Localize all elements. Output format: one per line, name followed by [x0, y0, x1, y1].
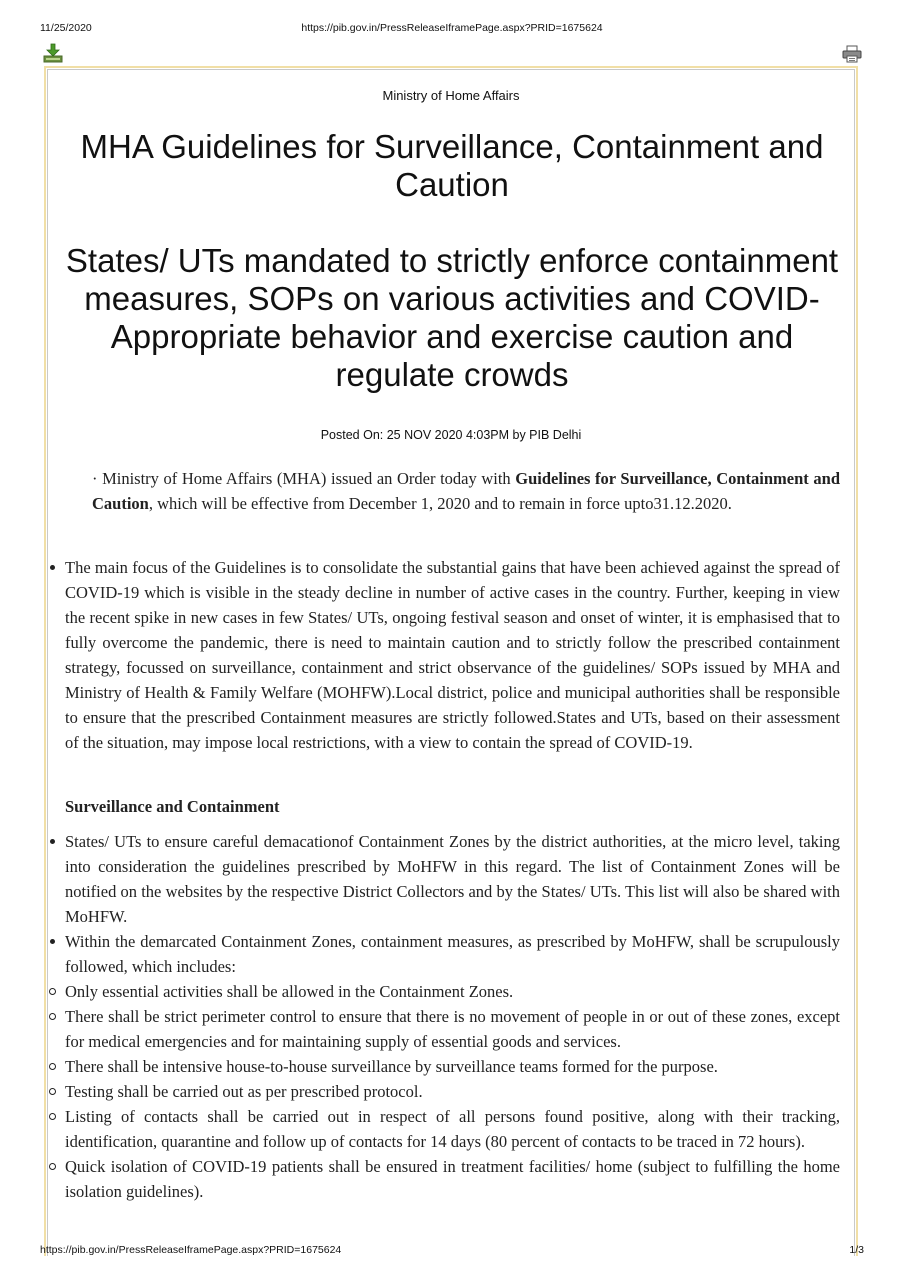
surveillance-list [65, 829, 840, 1204]
lead-bold: Guidelines for Surveillance, Containment and Caution [92, 469, 840, 513]
list-item [65, 829, 840, 929]
lead-prefix: · Ministry of Home Affairs (MHA) issued an Order today with [92, 469, 516, 488]
circle-bullet-icon [49, 1113, 56, 1120]
download-icon[interactable] [43, 43, 63, 63]
list-item [65, 1004, 840, 1054]
page-title: MHA Guidelines for Surveillance, Containment and Caution [80, 128, 824, 203]
list-item-text: Quick isolation of COVID-19 patients shall be ensured in treatment facilities/ home (subject to fulfilling the home isolation guidelines). [65, 1157, 840, 1201]
circle-bullet-icon [49, 988, 56, 995]
section-heading: Surveillance and Containment [65, 797, 280, 816]
list-item-text: Only essential activities shall be allowed in the Containment Zones. [65, 982, 514, 1001]
list-item [65, 929, 840, 979]
print-url: https://pib.gov.in/PressReleaseIframePage.aspx?PRID=1675624 [301, 22, 603, 34]
footer-url: https://pib.gov.in/PressReleaseIframePage.aspx?PRID=1675624 [40, 1244, 342, 1256]
list-item [65, 555, 840, 755]
print-footer [0, 1244, 904, 1258]
main-focus-text: The main focus of the Guidelines is to consolidate the substantial gains that have been achieved against the spread of COVID-19 which is visible in the steady decline in number of active cases in the country. Further, keeping in view the recent spike in new cases in few States/ UTs, ongoing festival season and onset of winter, it is emphasised that to fully overcome the pandemic, there is need to maintain caution and to strictly follow the prescribed containment strategy, focussed on surveillance, containment and strict observance of the guidelines/ SOPs issued by MHA and Ministry of Health & Family Welfare (MOHFW).Local district, police and municipal authorities shall be responsible to ensure that the prescribed Containment measures are strictly followed.States and UTs, based on their assessment of the situation, may impose local restrictions, with a view to contain the spread of COVID-19. [65, 558, 840, 752]
list-item [65, 1104, 840, 1154]
print-header [0, 22, 904, 36]
bullet-icon [50, 839, 55, 844]
list-item-text: There shall be intensive house-to-house surveillance by surveillance teams formed for the purpose. [65, 1057, 718, 1076]
circle-bullet-icon [49, 1088, 56, 1095]
lead-suffix: , which will be effective from December 1, 2020 and to remain in force upto31.12.2020. [148, 494, 732, 513]
printer-icon[interactable] [842, 45, 862, 63]
list-item [65, 1079, 840, 1104]
bullet-icon [50, 565, 55, 570]
list-item-text: Listing of contacts shall be carried out in respect of all persons found positive, along with their tracking, identification, quarantine and follow up of contacts for 14 days (80 percent of contacts to be traced in 72 hours). [65, 1107, 840, 1151]
ministry-label: Ministry of Home Affairs [382, 88, 520, 103]
lead-paragraph [92, 466, 840, 516]
list-item-text: Testing shall be carried out as per prescribed protocol. [65, 1082, 423, 1101]
list-item [65, 979, 840, 1004]
list-item [65, 1154, 840, 1204]
print-date: 11/25/2020 [40, 22, 92, 34]
list-item-text: Within the demarcated Containment Zones, containment measures, as prescribed by MoHFW, shall be scrupulously followed, which includes: [65, 932, 840, 976]
list-item-text: There shall be strict perimeter control to ensure that there is no movement of people in or out of these zones, except for medical emergencies and for maintaining supply of essential goods and services. [65, 1007, 840, 1051]
circle-bullet-icon [49, 1013, 56, 1020]
list-item [65, 1054, 840, 1079]
bullet-icon [50, 939, 55, 944]
circle-bullet-icon [49, 1163, 56, 1170]
posted-on: Posted On: 25 NOV 2020 4:03PM by PIB Delhi [320, 428, 582, 442]
page-number: 1/3 [849, 1244, 864, 1256]
list-item-text: States/ UTs to ensure careful demacationof Containment Zones by the district authorities, at the micro level, taking into consideration the guidelines prescribed by MoHFW in this regard. The list of Containment Zones will be notified on the websites by the respective District Collectors and by the States/ UTs. This list will also be shared with MoHFW. [65, 832, 840, 926]
page-subtitle: States/ UTs mandated to strictly enforce containment measures, SOPs on various activities and COVID-Appropriate behavior and exercise caution and regulate crowds [65, 242, 839, 393]
circle-bullet-icon [49, 1063, 56, 1070]
